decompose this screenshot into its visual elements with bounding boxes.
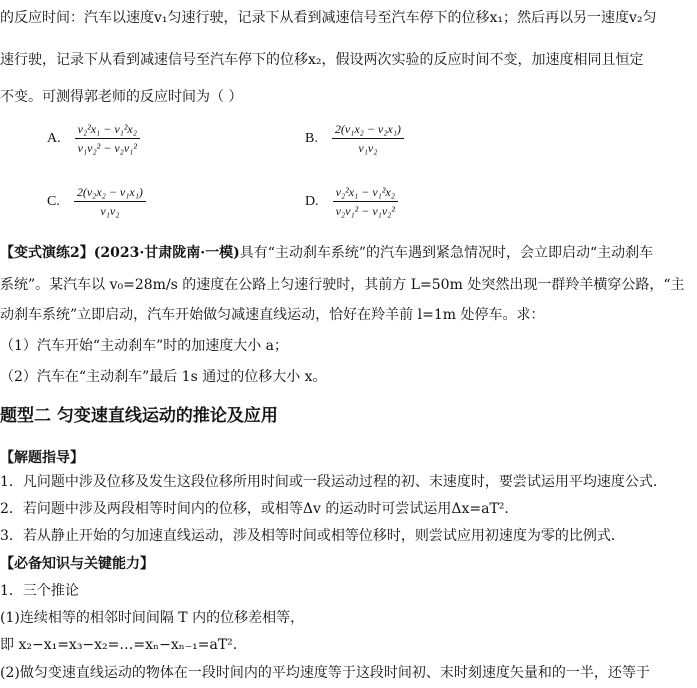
option-fraction: [74, 185, 146, 218]
fraction-numerator: v₂²x₁ − v₁²x₂: [75, 122, 140, 139]
knowledge-item-3: 即 x₂−x₁=x₃−x₂=…=xₙ−xₙ₋₁=aT².: [0, 637, 238, 653]
variant-question-1: （1）汽车开始“主动刹车”时的加速度大小 a；: [0, 338, 289, 354]
guide-item-3: 3．若从静止开始的匀加速直线运动，涉及相等时间或相等位移时，则尝试应用初速度为零的比例式．: [0, 528, 625, 544]
fraction-denominator: v₁v₂: [358, 141, 378, 155]
variant-tag: 【变式演练2】(2023·甘肃陇南·一模): [0, 245, 240, 261]
guide-heading: 【解题指导】: [0, 450, 84, 466]
option-a[interactable]: [47, 122, 140, 155]
option-label: A.: [47, 130, 61, 146]
problem-line-2: 速行驶，记录下从看到减速信号至汽车停下的位移x₂，假设两次实验的反应时间不变，加速度相同且恒定: [0, 52, 644, 68]
option-label: B.: [305, 130, 318, 146]
option-fraction: [75, 122, 140, 155]
option-c[interactable]: [47, 185, 146, 218]
problem-line-3: 不变。可测得郭老师的反应时间为（ ）: [0, 89, 243, 105]
fraction-numerator: 2(v₂x₂ − v₁x₁): [74, 185, 146, 202]
option-b[interactable]: [305, 122, 404, 155]
option-fraction: [333, 185, 398, 218]
fraction-numerator: 2(v₁x₂ − v₂x₁): [332, 122, 404, 139]
option-label: C.: [47, 193, 60, 209]
variant-line-3: 动刹车系统”立即启动，汽车开始做匀减速直线运动，恰好在羚羊前 l=1m 处停车。求：: [0, 307, 545, 323]
variant-line-1: [0, 244, 653, 262]
guide-item-1: 1．凡问题中涉及位移及发生这段位移所用时间或一段运动过程的初、末速度时，要尝试运用平均速度公式.: [0, 474, 658, 490]
knowledge-item-4: (2)做匀变速直线运动的物体在一段时间内的平均速度等于这段时间初、末时刻速度矢量和的一半，还等于: [0, 665, 650, 681]
fraction-denominator: v₂v₁² − v₁v₂²: [335, 204, 395, 218]
fraction-denominator: v₁v₂: [100, 204, 120, 218]
fraction-numerator: v₂²x₁ − v₁²x₂: [333, 185, 398, 202]
fraction-denominator: v₁v₂² − v₂v₁²: [77, 141, 137, 155]
variant-question-2: （2）汽车在“主动刹车”最后 1s 通过的位移大小 x。: [0, 369, 327, 385]
knowledge-heading: 【必备知识与关键能力】: [0, 556, 154, 572]
problem-line-1: 的反应时间：汽车以速度v₁匀速行驶，记录下从看到减速信号至汽车停下的位移x₁；然后再以另一速度v₂匀: [0, 10, 657, 26]
knowledge-item-2: (1)连续相等的相邻时间间隔 T 内的位移差相等，: [0, 610, 305, 626]
section-title: 题型二 匀变速直线运动的推论及应用: [0, 406, 278, 426]
option-d[interactable]: [305, 185, 398, 218]
variant-line-2: 系统”。某汽车以 v₀=28m/s 的速度在公路上匀速行驶时，其前方 L=50m 处突然出现一群羚羊横穿公路，“主: [0, 277, 685, 293]
option-fraction: [332, 122, 404, 155]
variant-text: 具有“主动刹车系统”的汽车遇到紧急情况时，会立即启动“主动刹车: [239, 245, 654, 261]
option-label: D.: [305, 193, 319, 209]
guide-item-2: 2．若问题中涉及两段相等时间内的位移，或相等Δv 的运动时可尝试运用Δx=aT².: [0, 501, 509, 517]
knowledge-item-1: 1．三个推论: [0, 583, 79, 599]
